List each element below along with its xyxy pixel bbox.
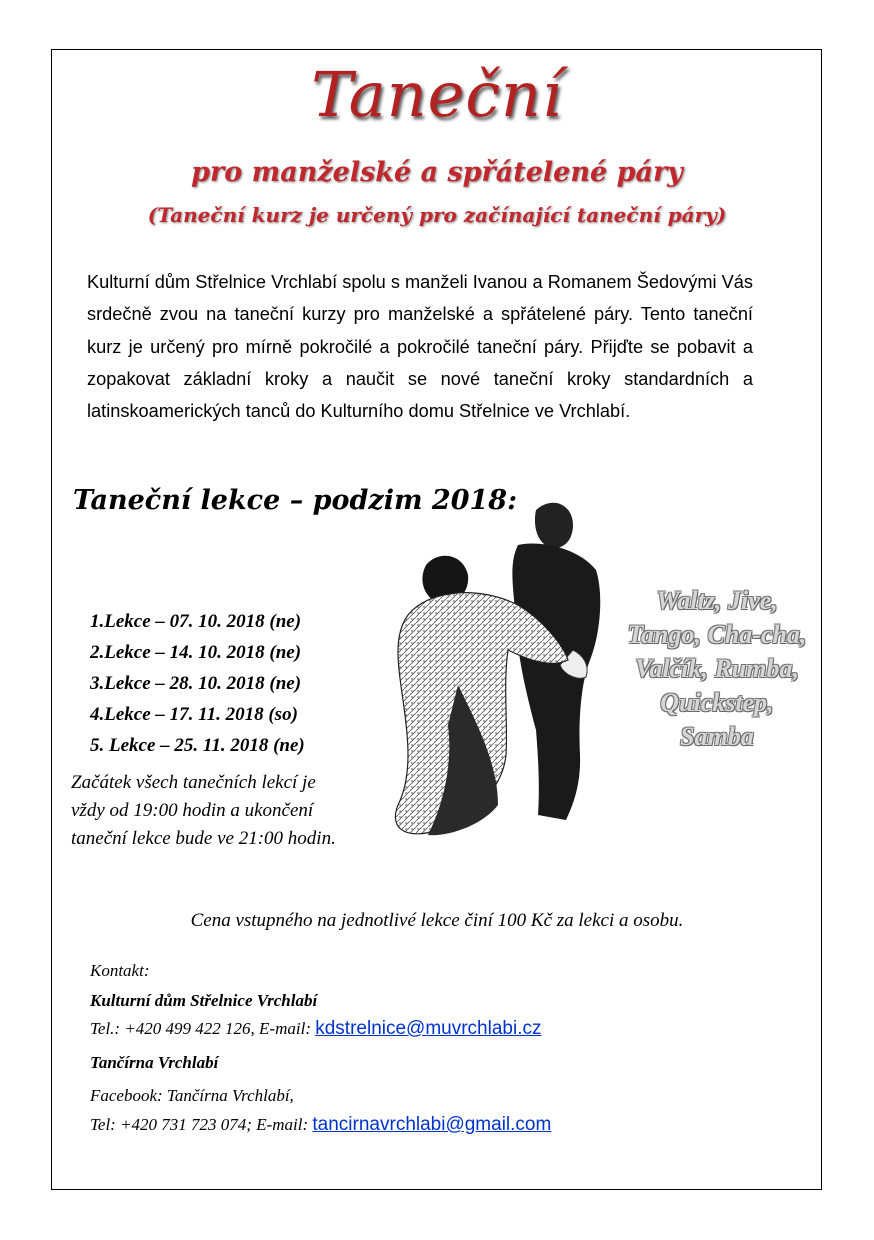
list-item: 5. Lekce – 25. 11. 2018 (ne) — [90, 735, 305, 756]
list-item: 3.Lekce – 28. 10. 2018 (ne) — [90, 673, 302, 694]
contact-label: Kontakt: — [90, 961, 150, 980]
dance-line: Waltz, Jive, — [656, 586, 778, 615]
contact-org1-phone: Tel.: +420 499 422 126, E-mail: — [90, 1019, 316, 1038]
dance-line: Quickstep, — [660, 688, 774, 717]
dance-line: Valčík, Rumba, — [635, 654, 799, 683]
contact-org1-line — [90, 1018, 541, 1040]
poster-subtitle-note: (Taneční kurz je určený pro začínající taneční páry) — [147, 203, 727, 227]
contact-org2-phone: Tel: +420 731 723 074; E-mail: — [90, 1115, 313, 1134]
price-note: Cena vstupného na jednotlivé lekce činí 100 Kč za lekci a osobu. — [190, 910, 684, 931]
list-item: 1.Lekce – 07. 10. 2018 (ne) — [90, 611, 302, 632]
contact-org2-line — [90, 1114, 551, 1136]
dancing-couple-image — [368, 485, 618, 855]
dance-styles — [612, 584, 822, 754]
lessons-heading: Taneční lekce – podzim 2018: — [73, 485, 518, 516]
dance-line: Samba — [680, 722, 754, 751]
dance-line: Tango, Cha-cha, — [627, 620, 807, 649]
email-link-tancirna[interactable]: tancirnavrchlabi@gmail.com — [312, 1114, 552, 1135]
contact-org2-facebook: Facebook: Tančírna Vrchlabí, — [90, 1086, 294, 1105]
intro-paragraph: Kulturní dům Střelnice Vrchlabí spolu s manželi Ivanou a Romanem Šedovými Vás srdečně zvou na taneční kurzy pro manželské a spřátelené páry. Tento taneční kurz je určený pro mírně pokročilé a pokročilé taneční páry. Přijďte se pobavit a zopakovat základní kroky a naučit se nové taneční kroky standardních a latinskoamerických tanců do Kulturního domu Střelnice ve Vrchlabí. — [87, 272, 753, 422]
list-item: 4.Lekce – 17. 11. 2018 (so) — [90, 704, 298, 725]
list-item: 2.Lekce – 14. 10. 2018 (ne) — [90, 642, 302, 663]
contact-org2-name: Tančírna Vrchlabí — [90, 1053, 219, 1072]
poster-title: Taneční — [311, 58, 563, 131]
start-time-note: Začátek všech tanečních lekcí je vždy od 19:00 hodin a ukončení taneční lekce bude ve 21:00 hodin. — [71, 772, 336, 849]
contact-org1-name: Kulturní dům Střelnice Vrchlabí — [90, 991, 318, 1010]
poster-subtitle: pro manželské a spřátelené páry — [191, 157, 683, 188]
email-link-kdstrelnice[interactable]: kdstrelnice@muvrchlabi.cz — [315, 1018, 542, 1039]
lesson-list — [90, 606, 305, 761]
